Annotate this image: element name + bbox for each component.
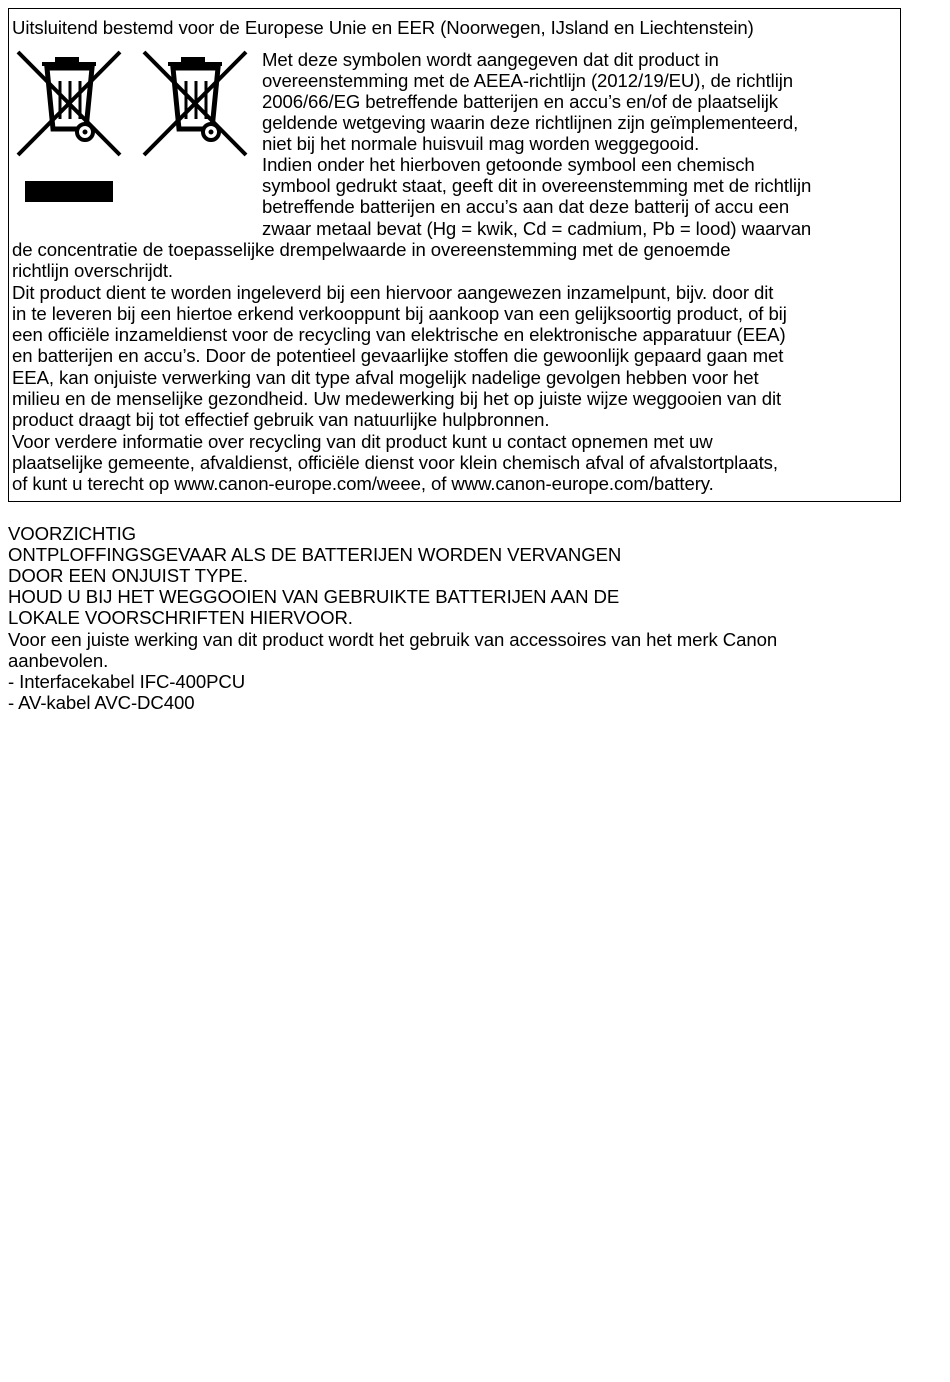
weee-text-line: overeenstemming met de AEEA-richtlijn (2012/19/EU), de richtlijn	[262, 70, 793, 91]
caution-text-line: ONTPLOFFINGSGEVAAR ALS DE BATTERIJEN WORDEN VERVANGEN	[8, 544, 622, 565]
caution-text-line: HOUD U BIJ HET WEGGOOIEN VAN GEBRUIKTE BATTERIJEN AAN DE	[8, 586, 620, 607]
caution-heading: VOORZICHTIG	[8, 523, 137, 544]
caution-text-line: DOOR EEN ONJUIST TYPE.	[8, 565, 248, 586]
weee-text-line: niet bij het normale huisvuil mag worden weggegooid.	[262, 133, 700, 154]
weee-text-line: symbool gedrukt staat, geeft dit in overeenstemming met de richtlijn	[262, 175, 812, 196]
weee-text-line: zwaar metaal bevat (Hg = kwik, Cd = cadmium, Pb = lood) waarvan	[262, 218, 812, 239]
chemical-symbol-bar	[25, 181, 113, 202]
weee-text-line: of kunt u terecht op www.canon-europe.com/weee, of www.canon-europe.com/battery.	[12, 473, 714, 494]
weee-text-line: betreffende batterijen en accu’s aan dat deze batterij of accu een	[262, 196, 790, 217]
weee-notice-title: Uitsluitend bestemd voor de Europese Unie en EER (Noorwegen, IJsland en Liechtenstein)	[12, 17, 754, 38]
weee-text-line: de concentratie de toepasselijke drempelwaarde in overeenstemming met de genoemde	[12, 239, 731, 260]
weee-text-line: Met deze symbolen wordt aangegeven dat dit product in	[262, 49, 719, 70]
weee-text-line: in te leveren bij een hiertoe erkend verkooppunt bij aankoop van een gelijksoortig product, of bij	[12, 303, 787, 324]
accessory-list-item: - Interfacekabel IFC-400PCU	[8, 671, 246, 692]
weee-text-line: Indien onder het hierboven getoonde symbool een chemisch	[262, 154, 755, 175]
caution-text-line: LOKALE VOORSCHRIFTEN HIERVOOR.	[8, 607, 353, 628]
weee-text-line: richtlijn overschrijdt.	[12, 260, 173, 281]
crossed-out-bin-icon-right	[140, 47, 250, 159]
weee-text-line: plaatselijke gemeente, afvaldienst, officiële dienst voor klein chemisch afval of afvalstortplaats,	[12, 452, 778, 473]
accessory-list-item: - AV-kabel AVC-DC400	[8, 692, 195, 713]
crossed-out-bin-icon-left	[14, 47, 124, 159]
weee-text-line: product draagt bij tot effectief gebruik van natuurlijke hulpbronnen.	[12, 409, 550, 430]
weee-text-line: geldende wetgeving waarin deze richtlijnen zijn geïmplementeerd,	[262, 112, 799, 133]
weee-text-line: 2006/66/EG betreffende batterijen en accu’s en/of de plaatselijk	[262, 91, 778, 112]
weee-text-line: Dit product dient te worden ingeleverd bij een hiervoor aangewezen inzamelpunt, bijv. door dit	[12, 282, 774, 303]
weee-text-line: een officiële inzameldienst voor de recycling van elektrische en elektronische apparatuur (EEA)	[12, 324, 786, 345]
weee-text-line: milieu en de menselijke gezondheid. Uw medewerking bij het op juiste wijze weggooien van dit	[12, 388, 782, 409]
weee-text-line: EEA, kan onjuiste verwerking van dit type afval mogelijk nadelige gevolgen hebben voor het	[12, 367, 759, 388]
accessory-recommendation-line: Voor een juiste werking van dit product wordt het gebruik van accessoires van het merk Canon	[8, 629, 778, 650]
accessory-recommendation-line: aanbevolen.	[8, 650, 109, 671]
weee-text-line: en batterijen en accu’s. Door de potentieel gevaarlijke stoffen die gewoonlijk gepaard gaan met	[12, 345, 784, 366]
weee-text-line: Voor verdere informatie over recycling van dit product kunt u contact opnemen met uw	[12, 431, 713, 452]
